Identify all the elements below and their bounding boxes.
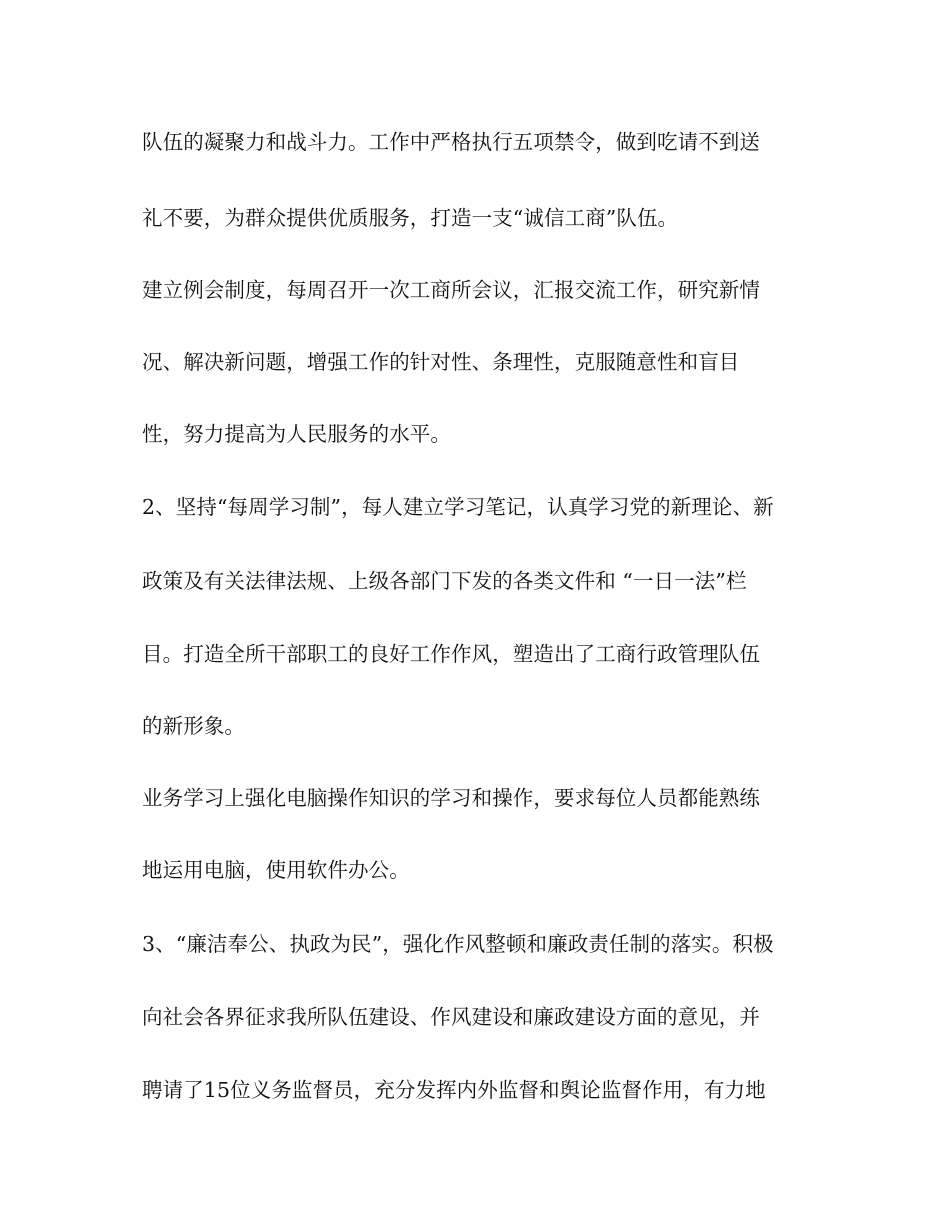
text-line: 聘请了15位义务监督员，充分发挥内外监督和舆论监督作用，有力地 bbox=[142, 1078, 766, 1102]
text-line: 况、解决新问题，增强工作的针对性、条理性，克服随意性和盲目 bbox=[142, 350, 740, 374]
text-line: 的新形象。 bbox=[142, 714, 245, 738]
text-line: 目。打造全所干部职工的良好工作作风，塑造出了工商行政管理队伍 bbox=[142, 642, 760, 666]
text-line: 建立例会制度，每周召开一次工商所会议，汇报交流工作，研究新情 bbox=[142, 278, 760, 302]
text-line: 地运用电脑，使用软件办公。 bbox=[142, 858, 410, 882]
text-line: 队伍的凝聚力和战斗力。工作中严格执行五项禁令，做到吃请不到送 bbox=[142, 130, 760, 154]
text-line: 2、坚持“每周学习制”，每人建立学习笔记，认真学习党的新理论、新 bbox=[142, 495, 774, 519]
text-line: 向社会各界征求我所队伍建设、作风建设和廉政建设方面的意见，并 bbox=[142, 1005, 760, 1029]
text-line: 礼不要，为群众提供优质服务，打造一支“诚信工商”队伍。 bbox=[142, 206, 679, 230]
text-line: 业务学习上强化电脑操作知识的学习和操作，要求每位人员都能熟练 bbox=[142, 786, 760, 810]
text-line: 3、“廉洁奉公、执政为民”，强化作风整顿和廉政责任制的落实。积极 bbox=[142, 932, 774, 956]
text-line: 性，努力提高为人民服务的水平。 bbox=[142, 422, 451, 446]
text-line: 政策及有关法律法规、上级各部门下发的各类文件和 “一日一法”栏 bbox=[142, 569, 747, 593]
